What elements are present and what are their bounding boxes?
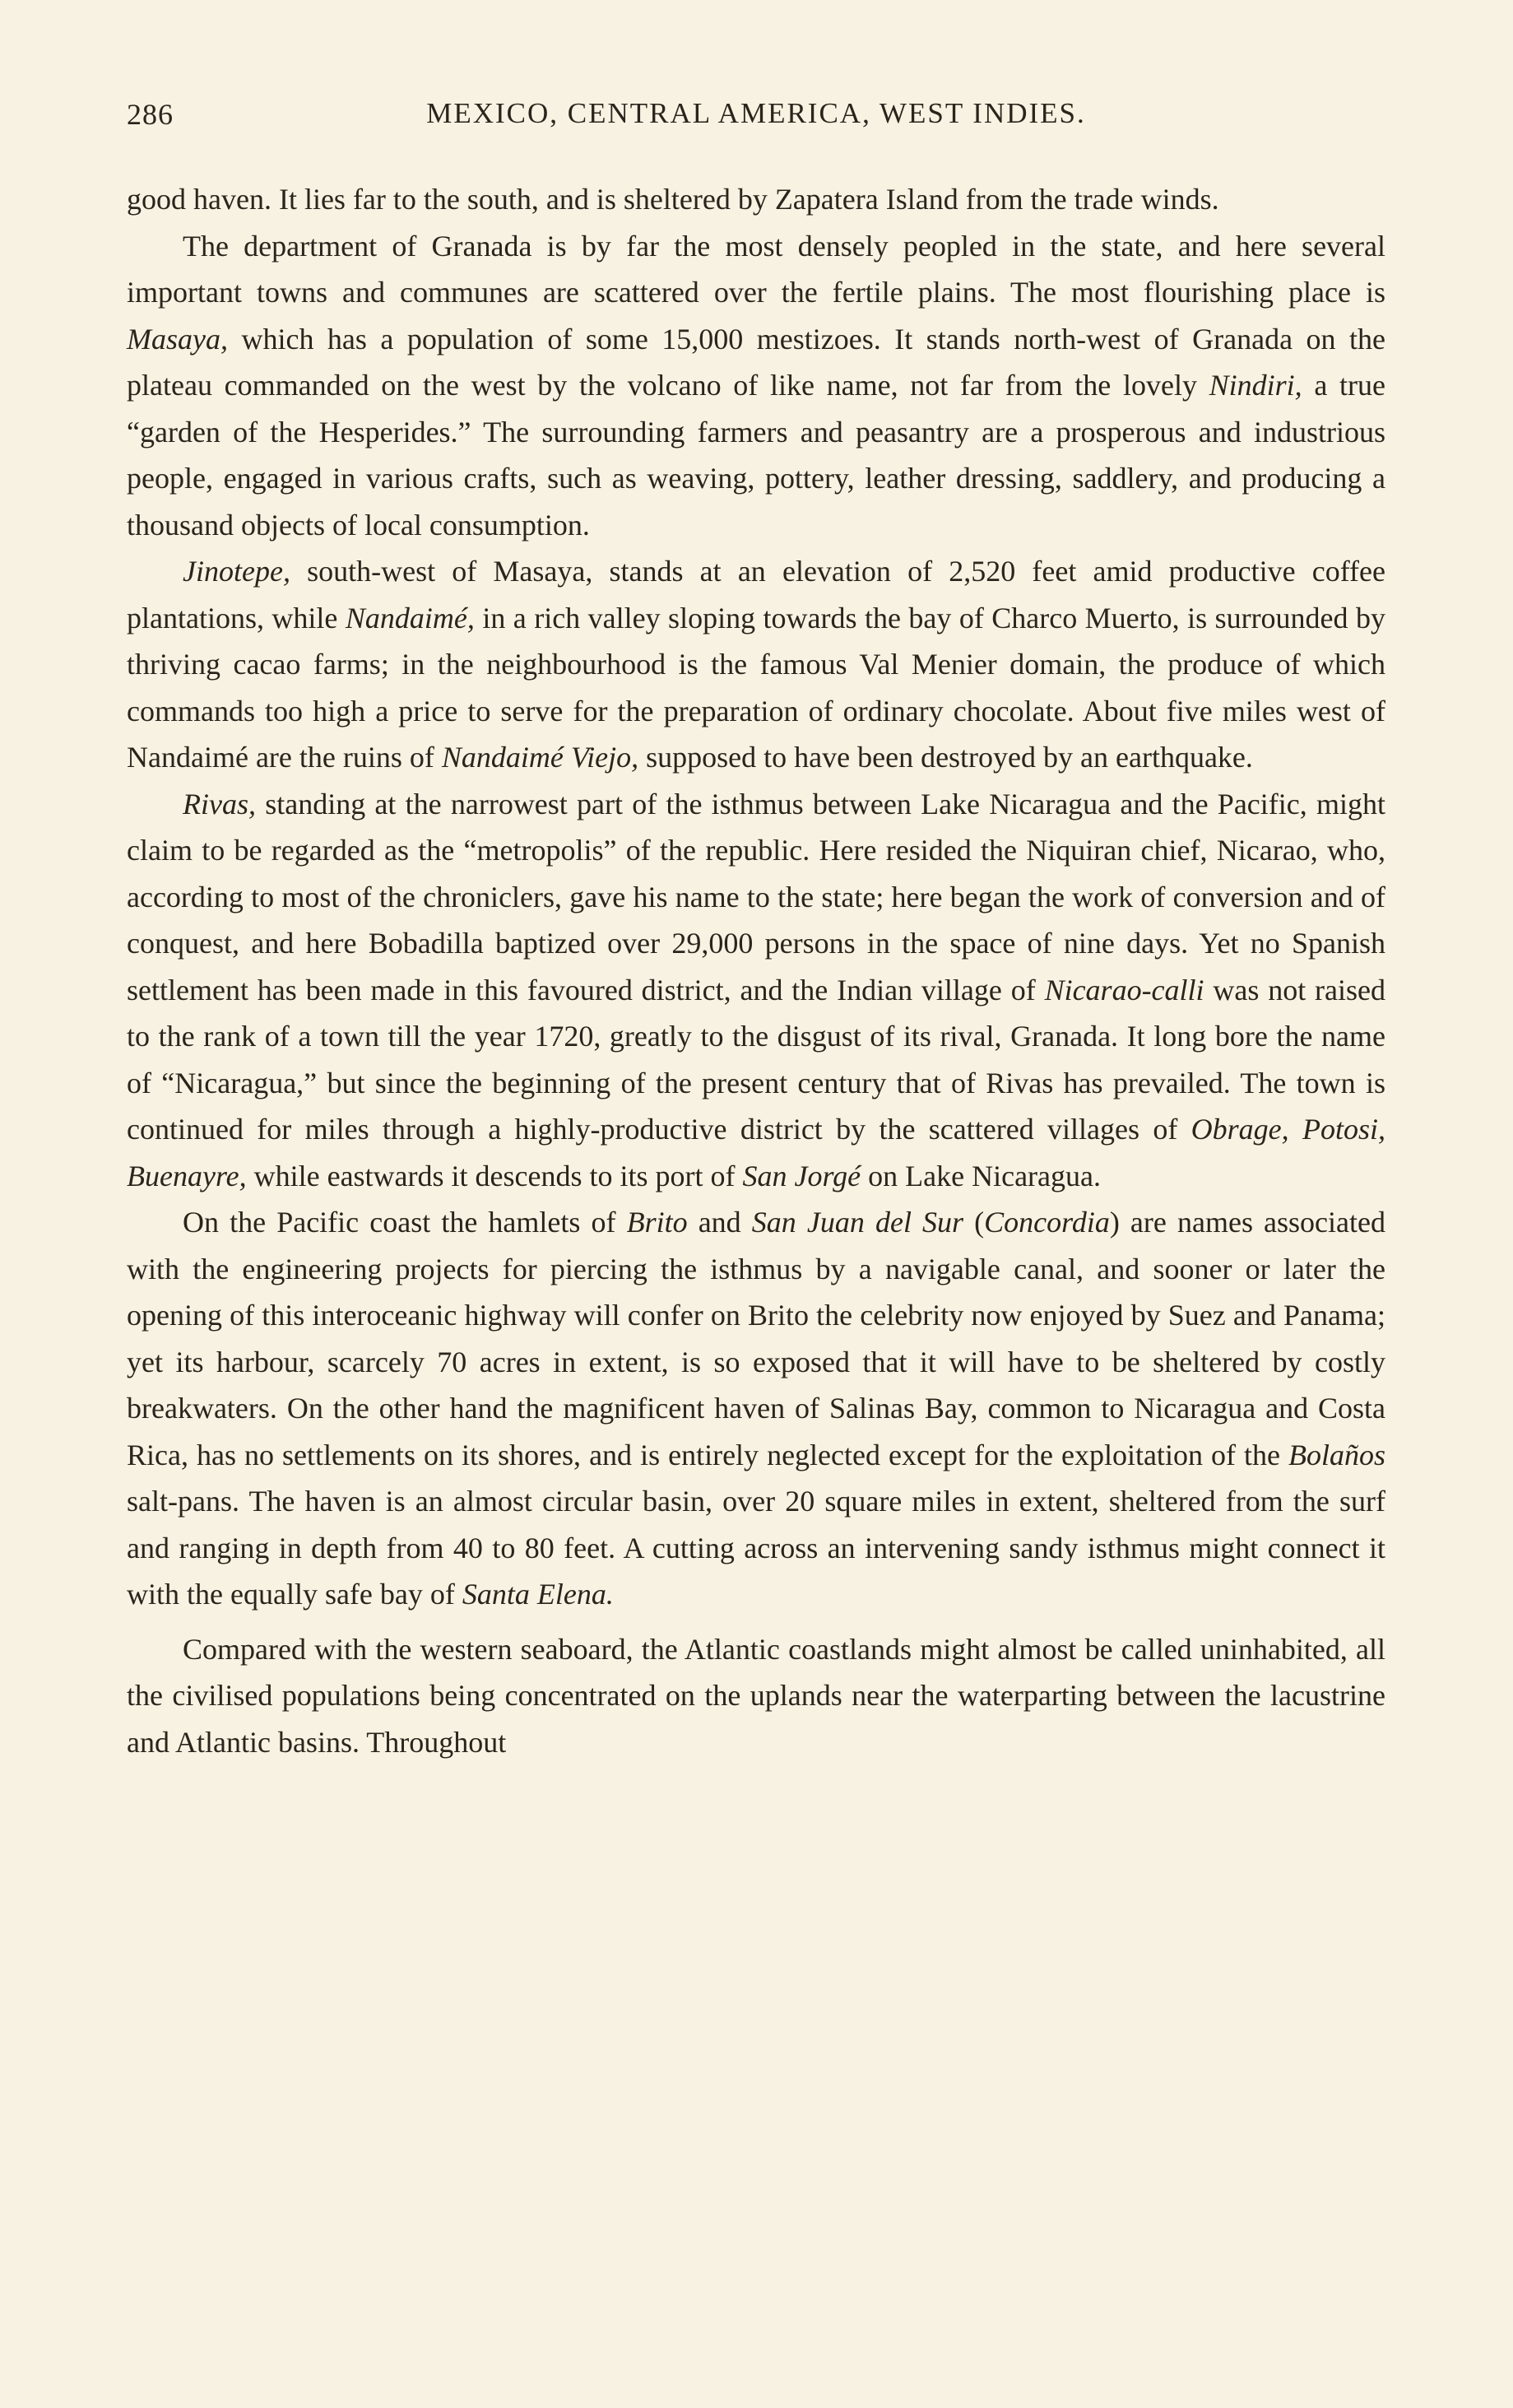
text-span: standing at the narrowest part of the isthmus between Lake Nicaragua and the Pacific, might claim to be regarded as the “metropolis” of the republic. Here resided the Niquiran chief, Nicarao, who, according to most of the chroniclers, gave his name to the state; here began the work of conversion and of conquest, and here Bobadilla baptized over 29,000 persons in the space of nine days. Yet no Spanish settlement has been made in this favoured district, and the Indian village of: [127, 787, 1385, 1006]
text-span: The department of Granada is by far the most densely peopled in the state, and here several important towns and communes are scattered over the fertile plains. The most flourishing place is: [127, 229, 1385, 309]
text-span: On the Pacific coast the hamlets of: [183, 1206, 627, 1239]
place-name: Masaya,: [127, 322, 228, 356]
body-text: [127, 176, 1385, 1765]
paragraph-atlantic: [127, 1626, 1385, 1766]
text-span: supposed to have been destroyed by an earthquake.: [638, 741, 1253, 774]
place-name: Nandaimé Viejo,: [441, 741, 639, 774]
text-span: on Lake Nicaragua.: [861, 1159, 1101, 1192]
running-title: MEXICO, CENTRAL AMERICA, WEST INDIES.: [426, 97, 1086, 129]
paragraph-granada: [127, 223, 1385, 549]
place-name: San Juan del Sur: [751, 1206, 964, 1239]
paragraph-pacific-coast: [127, 1199, 1385, 1618]
text-span: while eastwards it descends to its port of: [246, 1159, 743, 1192]
paragraph-continuation: [127, 176, 1385, 223]
place-name: Nicarao-calli: [1044, 973, 1204, 1006]
page-number: 286: [127, 98, 174, 131]
place-name: Nindiri,: [1209, 369, 1302, 402]
text-span: in a rich valley sloping towards the bay of Charco Muerto, is surrounded by thriving cacao farms; in the neighbourhood is the famous Val Menier domain, the produce of which commands too high a price to serve for the preparation of ordinary chocolate. About five miles west of Nandaimé are the ruins of: [127, 601, 1385, 774]
place-name: Potosi,: [1302, 1113, 1386, 1146]
place-name: Rivas,: [183, 787, 256, 820]
place-name: Concordia: [984, 1206, 1110, 1239]
text-span: a true “garden of the Hesperides.” The surrounding farmers and peasantry are a prosperous and industrious people, engaged in various crafts, such as weaving, pottery, leather dressing, saddlery, and producing a thousand objects of local consumption.: [127, 369, 1385, 542]
text-span: (: [963, 1206, 985, 1239]
paragraph-rivas: [127, 781, 1385, 1200]
place-name: Santa Elena.: [462, 1578, 614, 1611]
place-name: Nandaimé,: [345, 601, 475, 635]
text-span: and: [687, 1206, 752, 1239]
text-span: ) are names associated with the engineering projects for piercing the isthmus by a navigable canal, and sooner or later the opening of this interoceanic highway will confer on Brito the celebrity now enjoyed by Suez and Panama; yet its harbour, scarcely 70 acres in extent, is so exposed that it will have to be sheltered by costly breakwaters. On the other hand the magnificent haven of Salinas Bay, common to Nicaragua and Costa Rica, has no settlements on its shores, and is entirely neglected except for the exploitation of the: [127, 1206, 1385, 1471]
place-name: Jinotepe,: [183, 555, 290, 588]
text-span: which has a population of some 15,000 mestizoes. It stands north-west of Granada on the plateau commanded on the west by the volcano of like name, not far from the lovely: [127, 322, 1385, 402]
text-span: salt-pans. The haven is an almost circular basin, over 20 square miles in extent, sheltered from the surf and ranging in depth from 40 to 80 feet. A cutting across an intervening sandy isthmus might connect it with the equally safe bay of: [127, 1485, 1385, 1611]
place-name: Brito: [626, 1206, 688, 1239]
page-header: [127, 97, 1385, 146]
text-span: south-west of Masaya, stands at an elevation of 2,520 feet amid productive coffee plantations, while: [127, 555, 1385, 635]
place-name: Bolaños: [1288, 1438, 1385, 1471]
text-span: good haven. It lies far to the south, and is sheltered by Zapatera Island from the trade winds.: [127, 183, 1219, 216]
place-name: Buenayre,: [127, 1159, 247, 1192]
paragraph-jinotepe: [127, 548, 1385, 781]
place-name: San Jorgé: [742, 1159, 861, 1192]
text-span: Compared with the western seaboard, the Atlantic coastlands might almost be called uninhabited, all the civilised populations being concentrated on the uplands near the waterparting between the lacustrine and Atlantic basins. Throughout: [127, 1632, 1385, 1759]
text-span: [1289, 1113, 1302, 1146]
text-span: was not raised to the rank of a town till the year 1720, greatly to the disgust of its rival, Granada. It long bore the name of “Nicaragua,” but since the beginning of the present century that of Rivas has prevailed. The town is continued for miles through a highly-productive district by the scattered villages of: [127, 973, 1386, 1146]
place-name: Obrage,: [1190, 1113, 1289, 1146]
